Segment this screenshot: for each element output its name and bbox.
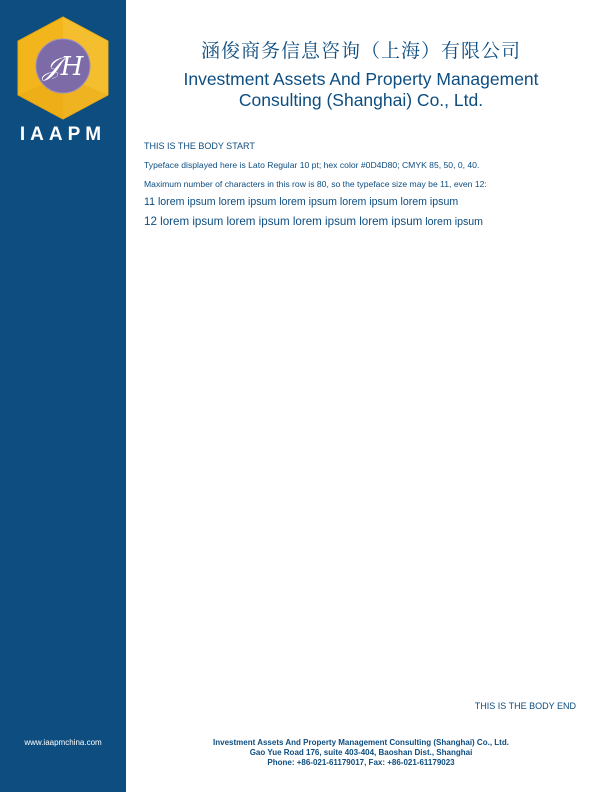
letter-body [144,141,584,228]
sample-line-12pt [144,215,584,228]
svg-text:𝒥𝐻: 𝒥𝐻 [42,52,84,82]
sample-line-12pt-text: 12 lorem ipsum lorem ipsum lorem ipsum lorem ipsum [144,215,423,228]
website-link[interactable]: www.iaapmchina.com [24,738,102,747]
max-characters-note: Maximum number of characters in this row is 80, so the typeface size may be 11, even 12: [144,179,487,189]
sample-line-12pt-tail: lorem ipsum [422,216,483,228]
company-name-chinese: 涵俊商务信息咨询（上海）有限公司 [200,40,521,62]
company-name-english-line2: Consulting (Shanghai) Co., Ltd. [238,90,484,110]
typeface-note: Typeface displayed here is Lato Regular 10 pt; hex color #0D4D80; CMYK 85, 50, 0, 40. [144,160,480,170]
iaapm-logo [16,16,110,120]
company-name-english [140,69,582,111]
letterhead-header [140,36,582,111]
body-start-label: THIS IS THE BODY START [144,141,255,151]
sidebar [0,0,126,792]
company-name-english-line1: Investment Assets And Property Management [183,69,539,89]
footer-contact: Phone: +86-021-61179017, Fax: +86-021-61179023 [267,758,455,767]
footer-company: Investment Assets And Property Management Consulting (Shanghai) Co., Ltd. [213,738,509,747]
footer-address: Gao Yue Road 176, suite 403-404, Baoshan Dist., Shanghai [249,748,473,757]
letterhead-footer [140,738,582,768]
sample-line-11pt: 11 lorem ipsum lorem ipsum lorem ipsum lorem ipsum lorem ipsum [144,196,459,208]
brand-name: IAAPM [19,124,107,145]
body-end-label: THIS IS THE BODY END [474,701,576,711]
